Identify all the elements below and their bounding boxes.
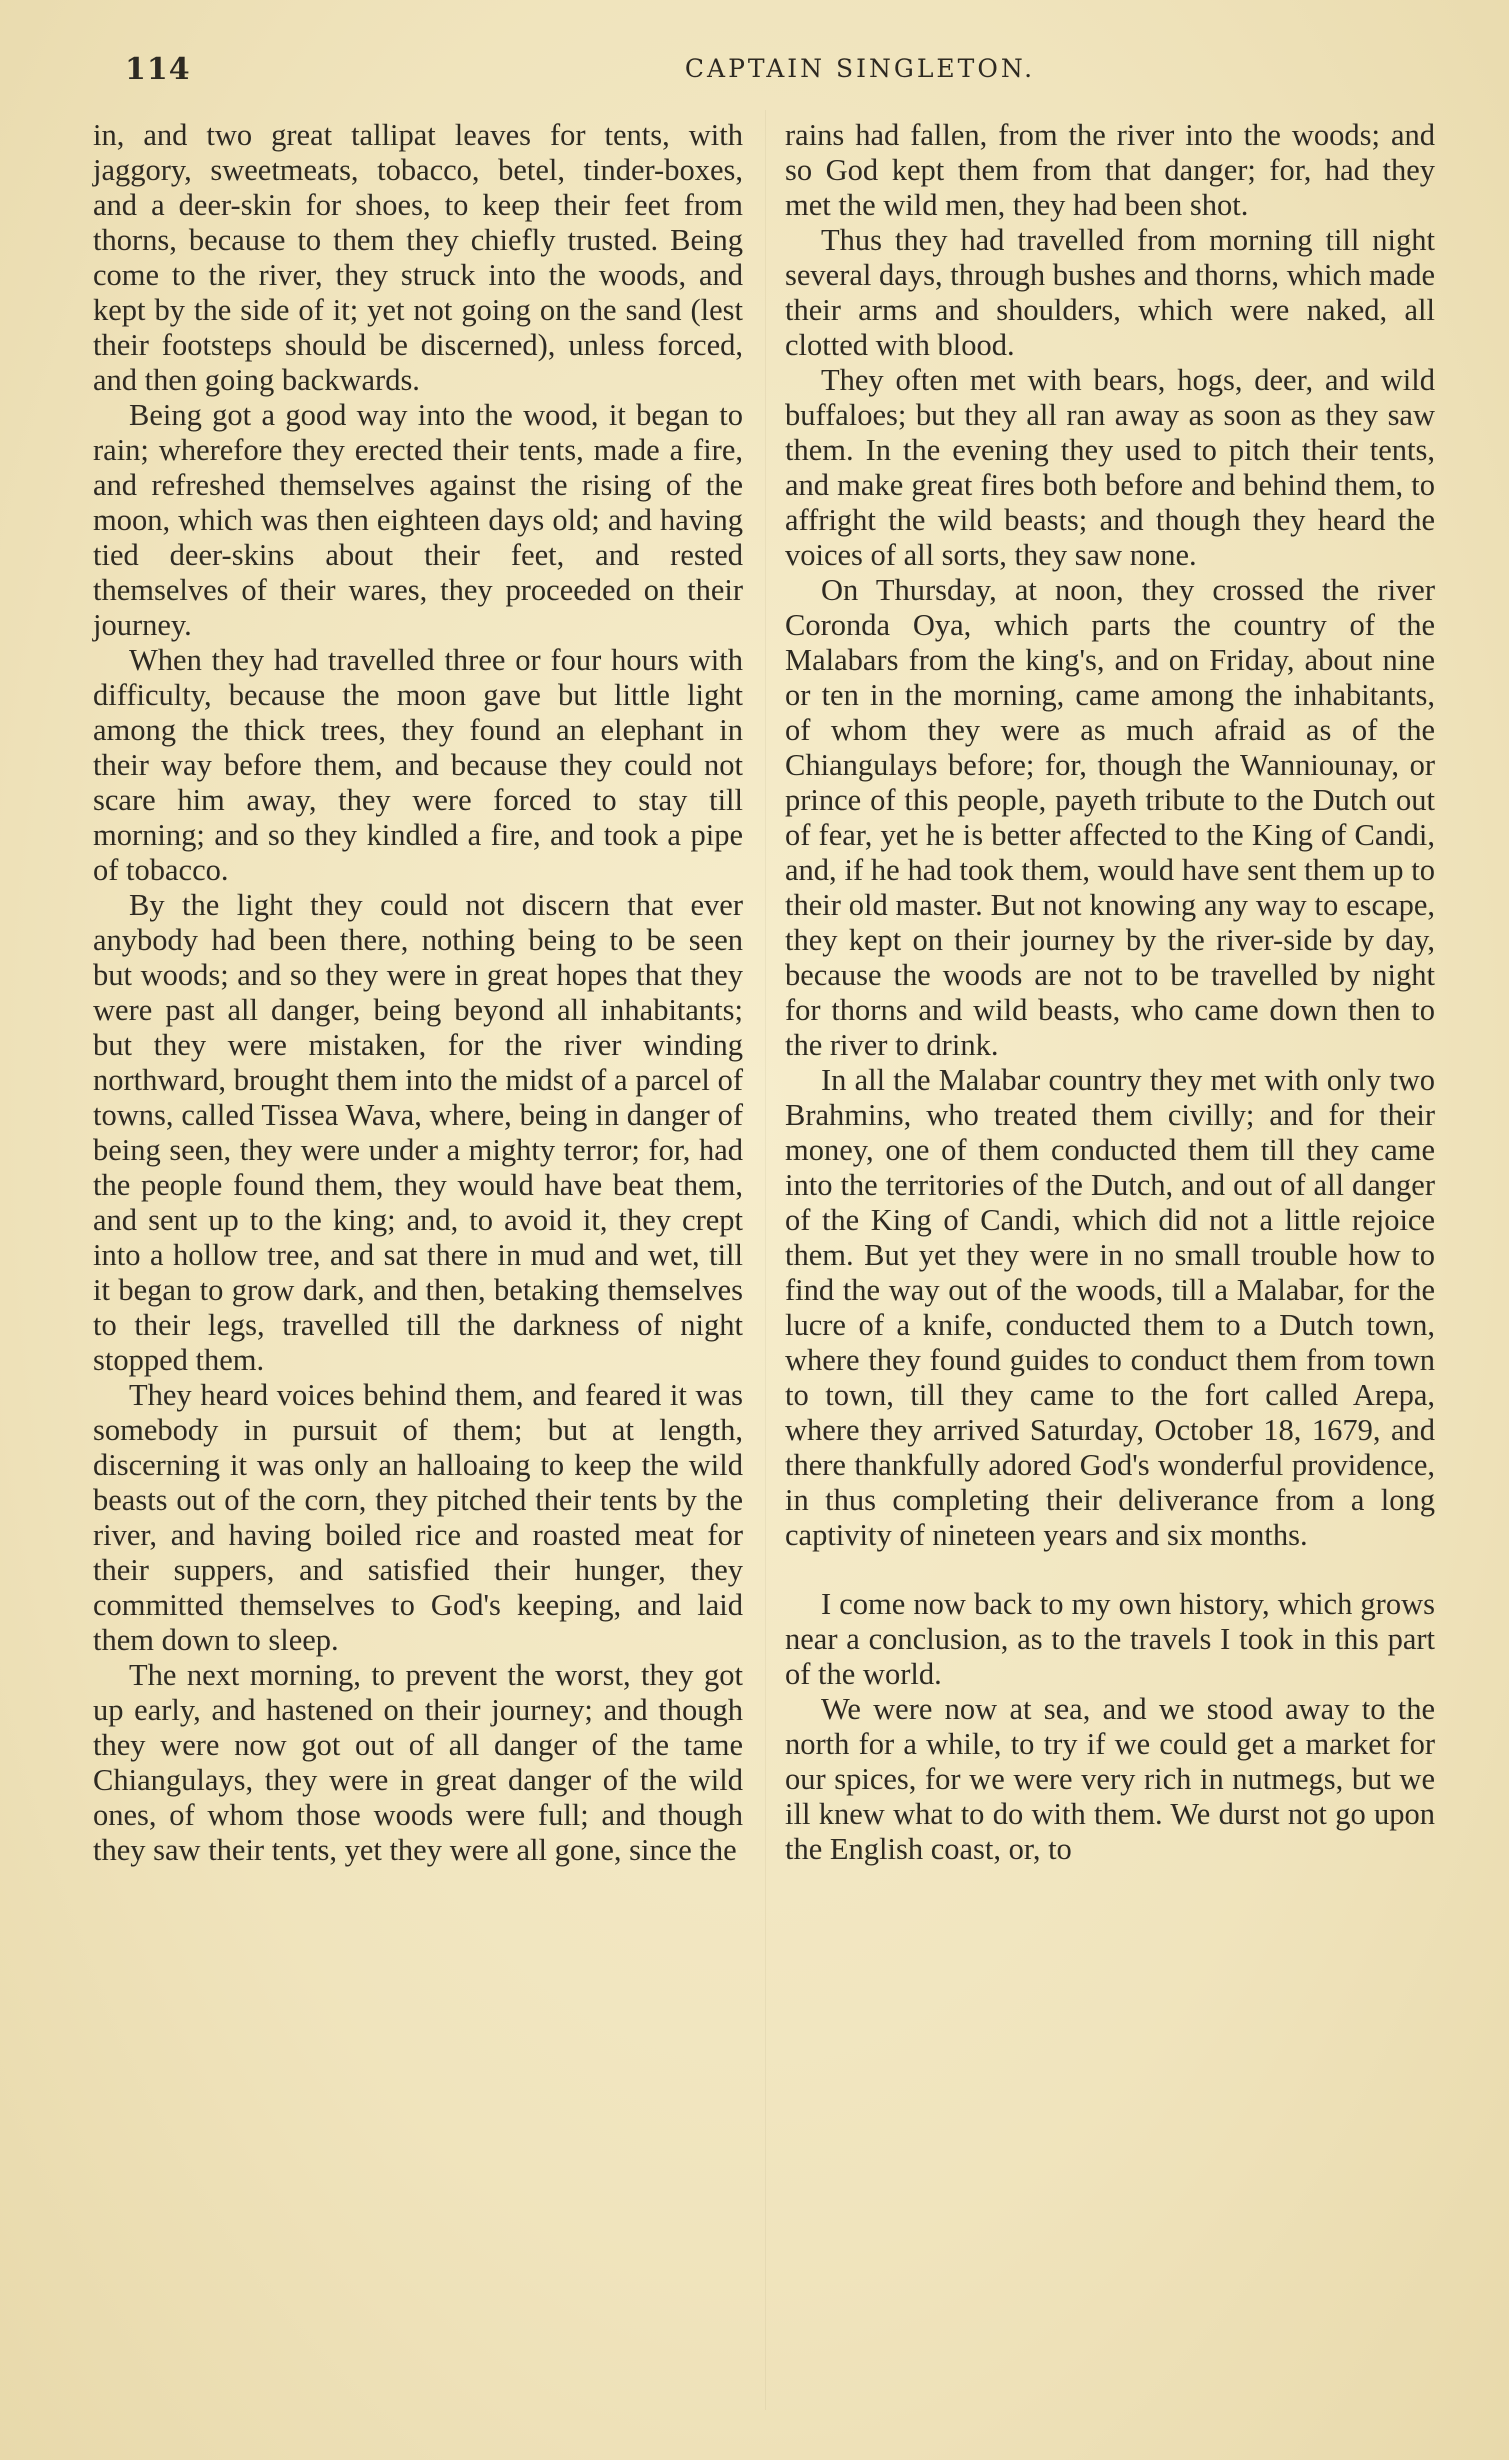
paragraph: On Thursday, at noon, they crossed the river Coronda Oya, which parts the country of the Malabars from the king's, and on Friday, about nine or ten in the morning, came among the inhabitants, of whom they were as much afraid as of the Chiangulays before; for, though the Wanniounay, or prince of this people, payeth tribute to the Dutch out of fear, yet he is better affected to the King of Candi, and, if he had took them, would have sent them up to their old master. But not knowing any way to escape, they kept on their journey by the river-side by day, because the woods are not to be travelled by night for thorns and wild beasts, who came down then to the river to drink.: [785, 573, 1435, 1062]
paragraph: We were now at sea, and we stood away to the north for a while, to try if we could get a market for our spices, for we were very rich in nutmegs, but we ill knew what to do with them. We durst not go upon the English coast, or, to: [785, 1692, 1435, 1866]
paragraph: I come now back to my own history, which grows near a conclusion, as to the travels I took in this part of the world.: [785, 1587, 1435, 1691]
paragraph: Being got a good way into the wood, it began to rain; wherefore they erected their tents, made a fire, and refreshed themselves against the rising of the moon, which was then eighteen days old; and having tied deer-skins about their feet, and rested themselves of their wares, they proceeded on their journey.: [93, 398, 743, 642]
paragraph: The next morning, to prevent the worst, they got up early, and hastened on their journey; and though they were now got out of all danger of the tame Chiangulays, they were in great danger of the wild ones, of whom those woods were full; and though they saw their tents, yet they were all gone, since the: [93, 1658, 743, 1867]
paragraph: They heard voices behind them, and feared it was somebody in pursuit of them; but at length, discerning it was only an halloaing to keep the wild beasts out of the corn, they pitched their tents by the river, and having boiled rice and roasted meat for their suppers, and satisfied their hunger, they committed themselves to God's keeping, and laid them down to sleep.: [93, 1378, 743, 1657]
paragraph: Thus they had travelled from morning till night several days, through bushes and thorns, which made their arms and shoulders, which were naked, all clotted with blood.: [785, 223, 1435, 362]
paragraph: By the light they could not discern that ever anybody had been there, nothing being to be seen but woods; and so they were in great hopes that they were past all danger, being beyond all inhabitants; but they were mistaken, for the river winding northward, brought them into the midst of a parcel of towns, called Tissea Wava, where, being in danger of being seen, they were under a mighty terror; for, had the people found them, they would have beat them, and sent up to the king; and, to avoid it, they crept into a hollow tree, and sat there in mud and wet, till it began to grow dark, and then, betaking themselves to their legs, travelled till the darkness of night stopped them.: [93, 888, 743, 1377]
right-column: [785, 118, 1435, 1867]
paragraph: in, and two great tallipat leaves for tents, with jaggory, sweetmeats, tobacco, betel, tinder-boxes, and a deer-skin for shoes, to keep their feet from thorns, because to them they chiefly trusted. Being come to the river, they struck into the woods, and kept by the side of it; yet not going on the sand (lest their footsteps should be discerned), unless forced, and then going backwards.: [93, 118, 743, 397]
paragraph: rains had fallen, from the river into the woods; and so God kept them from that danger; for, had they met the wild men, they had been shot.: [785, 118, 1435, 222]
page-number: 114: [125, 52, 191, 87]
running-title: CAPTAIN SINGLETON.: [684, 54, 1036, 83]
paragraph: They often met with bears, hogs, deer, and wild buffaloes; but they all ran away as soon as they saw them. In the evening they used to pitch their tents, and make great fires both before and behind them, to affright the wild beasts; and though they heard the voices of all sorts, they saw none.: [785, 363, 1435, 572]
left-column: [93, 118, 743, 1868]
page-header: [125, 40, 1445, 100]
column-gutter: [765, 110, 766, 2410]
paragraph: When they had travelled three or four hours with difficulty, because the moon gave but little light among the thick trees, they found an elephant in their way before them, and because they could not scare him away, they were forced to stay till morning; and so they kindled a fire, and took a pipe of tobacco.: [93, 643, 743, 887]
paragraph: In all the Malabar country they met with only two Brahmins, who treated them civilly; and for their money, one of them conducted them till they came into the territories of the Dutch, and out of all danger of the King of Candi, which did not a little rejoice them. But yet they were in no small trouble how to find the way out of the woods, till a Malabar, for the lucre of a knife, conducted them to a Dutch town, where they found guides to conduct them from town to town, till they came to the fort called Arepa, where they arrived Saturday, October 18, 1679, and there thankfully adored God's wonderful providence, in thus completing their deliverance from a long captivity of nineteen years and six months.: [785, 1063, 1435, 1552]
